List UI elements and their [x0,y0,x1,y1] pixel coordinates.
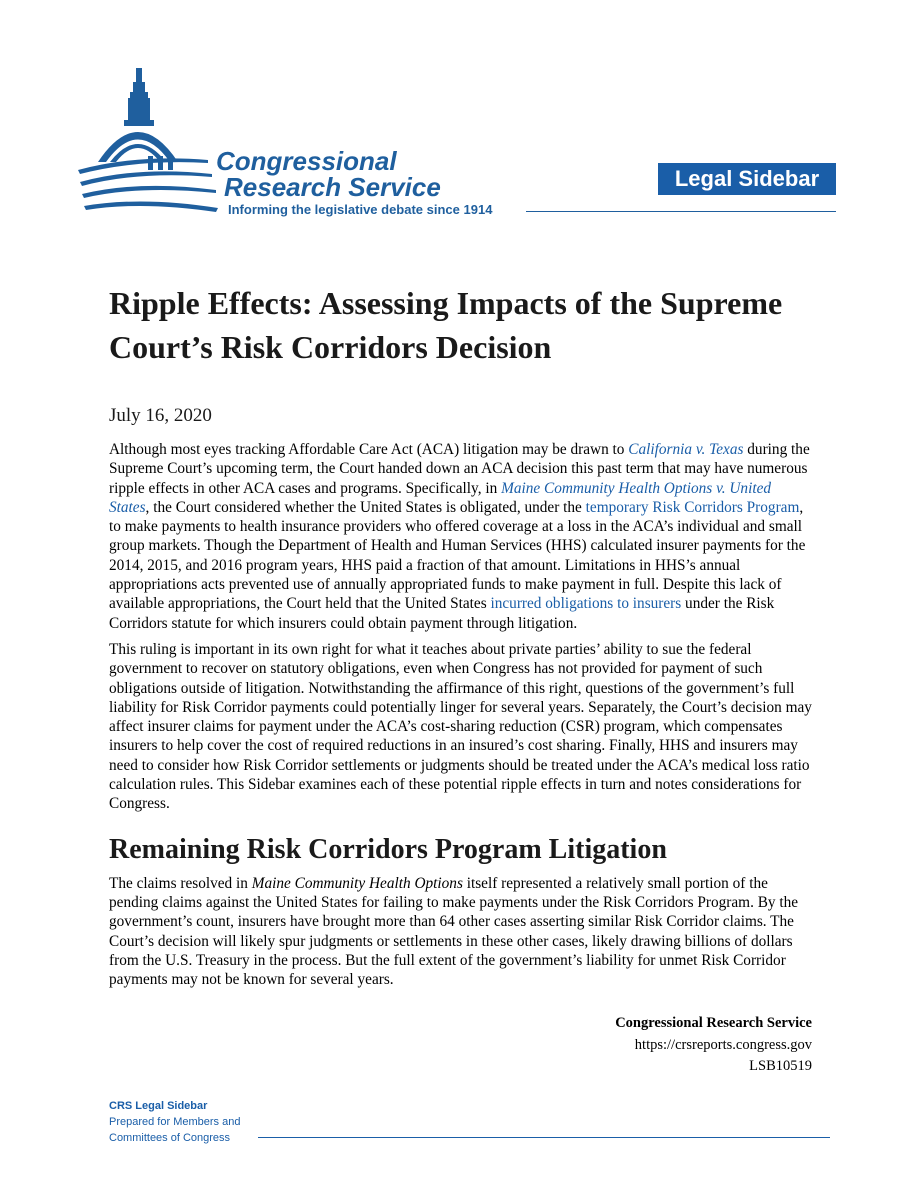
legal-sidebar-badge: Legal Sidebar [658,163,836,195]
brand-tagline: Informing the legislative debate since 1914 [228,202,493,217]
link-risk-corridors-program[interactable]: temporary Risk Corridors Program [585,498,800,516]
text-run: under the Risk Corridors statute for which insurers could obtain payment through litigation. [109,595,775,632]
crs-url[interactable]: https://crsreports.congress.gov [634,1036,812,1053]
document-body [109,440,813,996]
report-header [0,0,920,230]
crs-info-block [615,1013,812,1078]
text-run: during the Supreme Court’s upcoming term, the Court handed down an ACA decision this past term that may have numerous ripple effects in other ACA cases and programs. Specifically, in [109,441,810,497]
paragraph-1 [109,440,813,633]
footer-line2: Prepared for Members and [109,1116,241,1128]
text-run: , to make payments to health insurance providers who offered coverage at a loss in the ACA’s individual and small group markets. Though the Department of Health and Human Services (HHS) calculated insurer payments for the 2014, 2015, and 2016 program years, HHS paid a fraction of that amount. Limitations in HHS’s annual appropriations acts prevented use of annually appropriated funds to make payment in full. Despite this lack of available appropriations, the Court held that the United States [109,498,806,613]
header-divider [526,211,836,212]
link-california-v-texas[interactable]: California v. Texas [628,441,744,458]
link-maine-community-health-options[interactable]: Maine Community Health Options v. United States [109,479,772,516]
text-run: , the Court considered whether the United States is obligated, under the [145,498,586,516]
paragraph-3 [109,874,813,990]
page-footer [109,1098,240,1146]
footer-divider [258,1137,830,1138]
footer-line3: Committees of Congress [109,1132,231,1144]
brand-name-line1: Congressional [216,146,397,176]
text-run: The claims resolved in [109,874,252,892]
brand-name-line2: Research Service [224,172,441,202]
link-incurred-obligations[interactable]: incurred obligations to insurers [490,595,682,613]
crs-org-name: Congressional Research Service [615,1015,812,1031]
footer-line1: CRS Legal Sidebar [109,1100,208,1112]
report-id: LSB10519 [749,1058,812,1074]
document-title: Ripple Effects: Assessing Impacts of the Supreme Court’s Risk Corridors Decision [109,285,783,365]
paragraph-2: This ruling is important in its own right for what it teaches about private parties’ ability to sue the federal government to recover on statutory obligations, even when Congress has not provided for payment of such obligations outside of litigation. Notwithstanding the affirmance of this right, questions of the government’s full liability for Risk Corridor payments could potentially linger for several years. Separately, the Court’s decision may affect insurer claims for payment under the ACA’s cost-sharing reduction (CSR) program, which compensates insurers to help cover the cost of required reductions in an insured’s cost sharing. Finally, HHS and insurers may need to consider how Risk Corridor settlements or judgments should be treated under the ACA’s medical loss ratio calculation rules. This Sidebar examines each of these potential ripple effects in turn and notes considerations for Congress. [109,640,812,813]
case-name: Maine Community Health Options [251,874,463,892]
document-date: July 16, 2020 [109,405,212,426]
capitol-dome-icon [78,62,218,222]
text-run: Although most eyes tracking Affordable Care Act (ACA) litigation may be drawn to [109,441,629,458]
text-run: itself represented a relatively small portion of the pending claims against the United States for failing to make payments under the Risk Corridors Program. By the government’s count, insurers have brought more than 64 other cases asserting similar Risk Corridor claims. The Court’s decision will likely spur judgments or settlements in these other cases, likely drawing billions of dollars from the U.S. Treasury in the process. But the full extent of the government’s liability for unmet Risk Corridor payments may not be known for several years. [109,874,799,989]
section-heading: Remaining Risk Corridors Program Litigation [109,833,667,865]
